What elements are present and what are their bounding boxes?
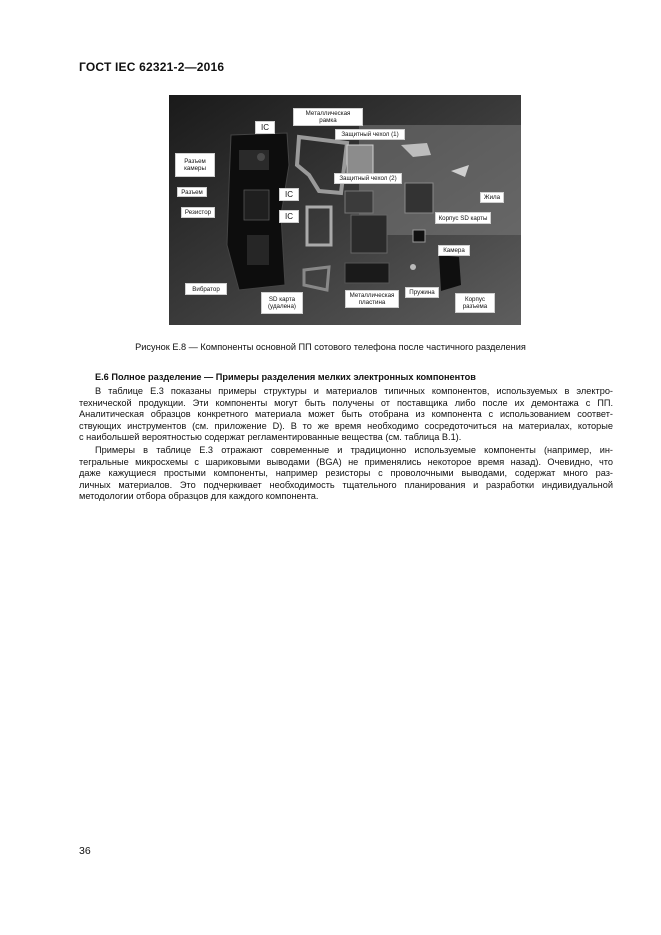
section-title: Е.6 Полное разделение — Примеры разделения мелких электронных компонентов xyxy=(95,372,476,382)
document-header: ГОСТ IEC 62321-2—2016 xyxy=(79,60,225,74)
label-metal-frame: Металлическая рамка xyxy=(293,108,363,126)
paragraph-1-line-1: В таблице Е.3 показаны примеры структуры и материалов типичных компонентов, используемых в электро- xyxy=(95,386,613,396)
label-spring: Пружина xyxy=(405,287,439,298)
label-sd-card-removed: SD карта (удалена) xyxy=(261,292,303,314)
figure-caption: Рисунок Е.8 — Компоненты основной ПП сотового телефона после частичного разделения xyxy=(135,342,526,352)
paragraph-1 xyxy=(79,386,613,444)
label-camera: Камера xyxy=(438,245,470,256)
paragraph-2-line-5: методологии отбора образцов для каждого компонента. xyxy=(79,491,319,501)
label-ic-mid: IC xyxy=(279,188,299,201)
page-number: 36 xyxy=(79,845,91,857)
label-wire: Жила xyxy=(480,192,504,203)
paragraph-1-line-5: с наибольшей вероятностью содержат регламентированные вещества (см. таблица В.1). xyxy=(79,432,462,442)
paragraph-2 xyxy=(79,445,613,503)
label-camera-connector: Разъем камеры xyxy=(175,153,215,177)
paragraph-2-line-4: личных материалов. Это подчеркивает необходимость тщательного планирования и разработки индивидуальной xyxy=(79,479,613,490)
label-protective-cover-2: Защитный чехол (2) xyxy=(334,173,402,184)
label-connector-case: Корпус разъема xyxy=(455,293,495,313)
label-sd-card-case: Корпус SD карты xyxy=(435,212,491,224)
label-resistor: Резистор xyxy=(181,207,215,218)
paragraph-1-line-3: Аналитическая образцов конкретного материала может быть отобрана из компонента с использованием соответ- xyxy=(79,409,613,419)
label-connector: Разъем xyxy=(177,187,207,197)
label-metal-plate: Металлическая пластина xyxy=(345,290,399,308)
paragraph-2-line-1: Примеры в таблице Е.3 отражают современные и традиционно используемые компоненты (например, ин- xyxy=(95,445,613,455)
paragraph-1-line-2: технической продукции. Эти компоненты могут быть получены от поставщика либо после их демонтажа с ПП. xyxy=(79,397,613,408)
paragraph-2-line-3: даже кажущиеся простыми компоненты, например резисторы с проволочными выводами, содержат много раз- xyxy=(79,468,613,478)
label-ic-top: IC xyxy=(255,121,275,134)
label-vibrator: Вибратор xyxy=(185,283,227,295)
paragraph-1-line-4: ствующих инструментов (см. приложение D). В то же время необходимо сосредоточиться на материалах, которые xyxy=(79,420,613,431)
paragraph-2-line-2: тегральные микросхемы с шариковыми выводами (BGA) не применялись некоторое время назад). Очевидно, что xyxy=(79,456,613,467)
label-protective-cover-1: Защитный чехол (1) xyxy=(335,129,405,140)
figure-photo xyxy=(169,95,521,325)
label-ic-low: IC xyxy=(279,210,299,223)
